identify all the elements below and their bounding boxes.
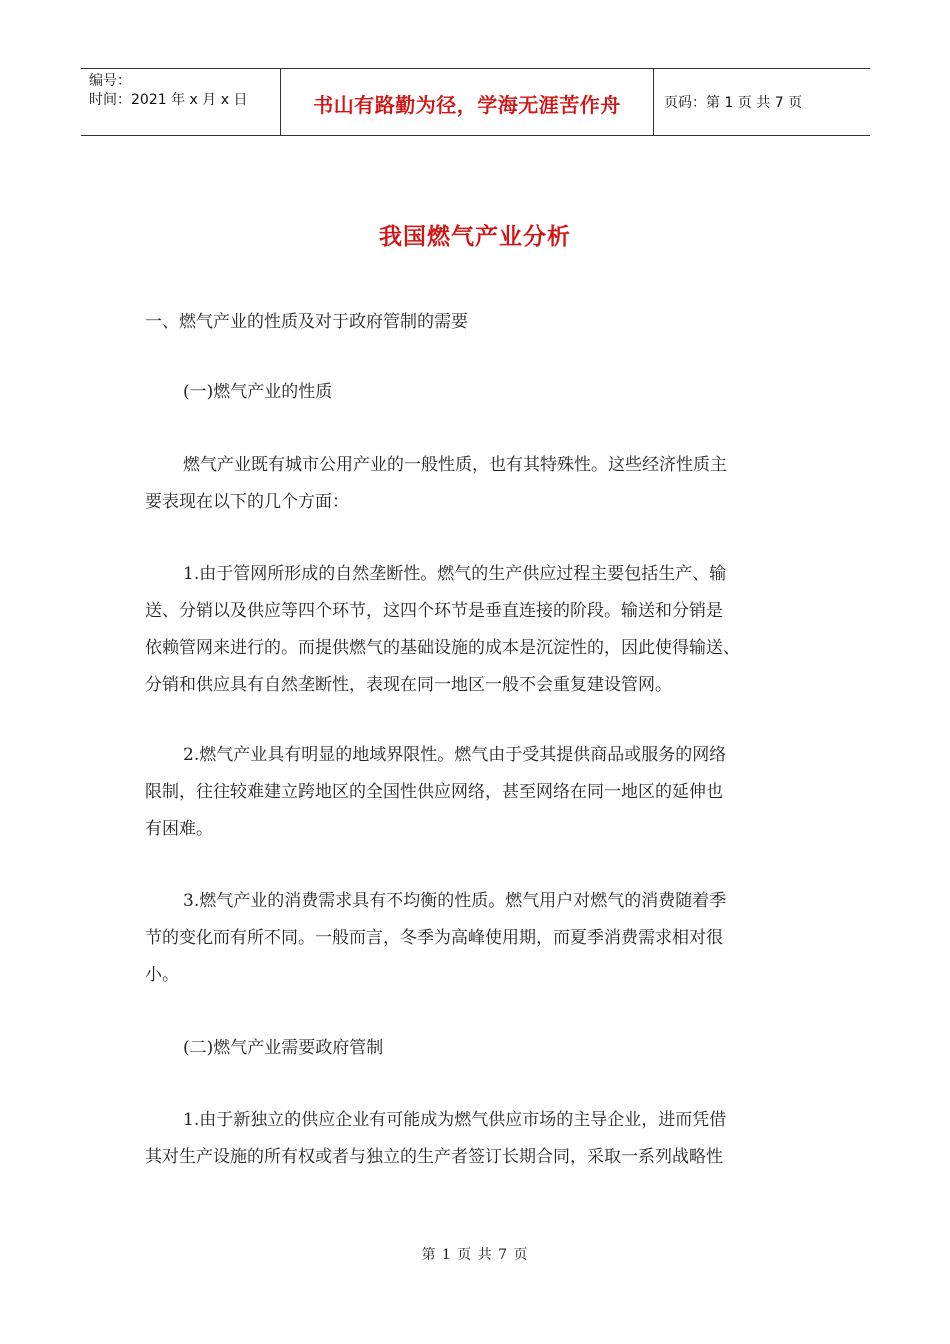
paragraph-line: 限制，往往较难建立跨地区的全国性供应网络，甚至网络在同一地区的延伸也 [145,782,723,802]
document-title: 我国燃气产业分析 [379,224,571,250]
paragraph-line: 3.燃气产业的消费需求具有不均衡的性质。燃气用户对燃气的消费随着季 [183,891,727,911]
paragraph-line: 燃气产业既有城市公用产业的一般性质，也有其特殊性。这些经济性质主 [183,455,727,475]
document-number-label: 编号： [89,73,131,89]
document-time-label: 时间：2021 年 x 月 x 日 [89,92,248,108]
subsection-heading-1: (一)燃气产业的性质 [183,382,333,402]
intro-paragraph [145,447,815,521]
paragraph-line: 有困难。 [145,819,213,839]
point-3-paragraph [145,883,815,994]
subsection-heading-2: (二)燃气产业需要政府管制 [183,1038,384,1058]
paragraph-line: 送、分销以及供应等四个环节，这四个环节是垂直连接的阶段。输送和分销是 [145,601,723,621]
paragraph-line: 2.燃气产业具有明显的地域界限性。燃气由于受其提供商品或服务的网络 [183,745,727,765]
document-header [81,68,870,136]
header-motto: 书山有路勤为径，学海无涯苦作舟 [281,69,654,135]
paragraph-line: 1.由于新独立的供应企业有可能成为燃气供应市场的主导企业，进而凭借 [183,1110,727,1130]
point-1-paragraph [145,556,815,704]
paragraph-line: 分销和供应具有自然垄断性，表现在同一地区一般不会重复建设管网。 [145,675,672,695]
paragraph-line: 1.由于管网所形成的自然垄断性。燃气的生产供应过程主要包括生产、输 [183,564,727,584]
header-page-info: 页码：第 1 页 共 7 页 [664,95,803,111]
paragraph-line: 依赖管网来进行的。而提供燃气的基础设施的成本是沉淀性的，因此使得输送、 [145,638,740,658]
paragraph-line: 小。 [145,965,179,985]
paragraph-line: 节的变化而有所不同。一般而言，冬季为高峰使用期，而夏季消费需求相对很 [145,928,723,948]
paragraph-line: 要表现在以下的几个方面： [145,492,349,512]
subsection-2-point-1-paragraph [145,1102,815,1176]
page-footer: 第 1 页 共 7 页 [421,1247,529,1263]
point-2-paragraph [145,737,815,848]
section-heading: 一、燃气产业的性质及对于政府管制的需要 [145,312,468,332]
header-meta-cell [81,69,281,135]
paragraph-line: 其对生产设施的所有权或者与独立的生产者签订长期合同，采取一系列战略性 [145,1147,723,1167]
